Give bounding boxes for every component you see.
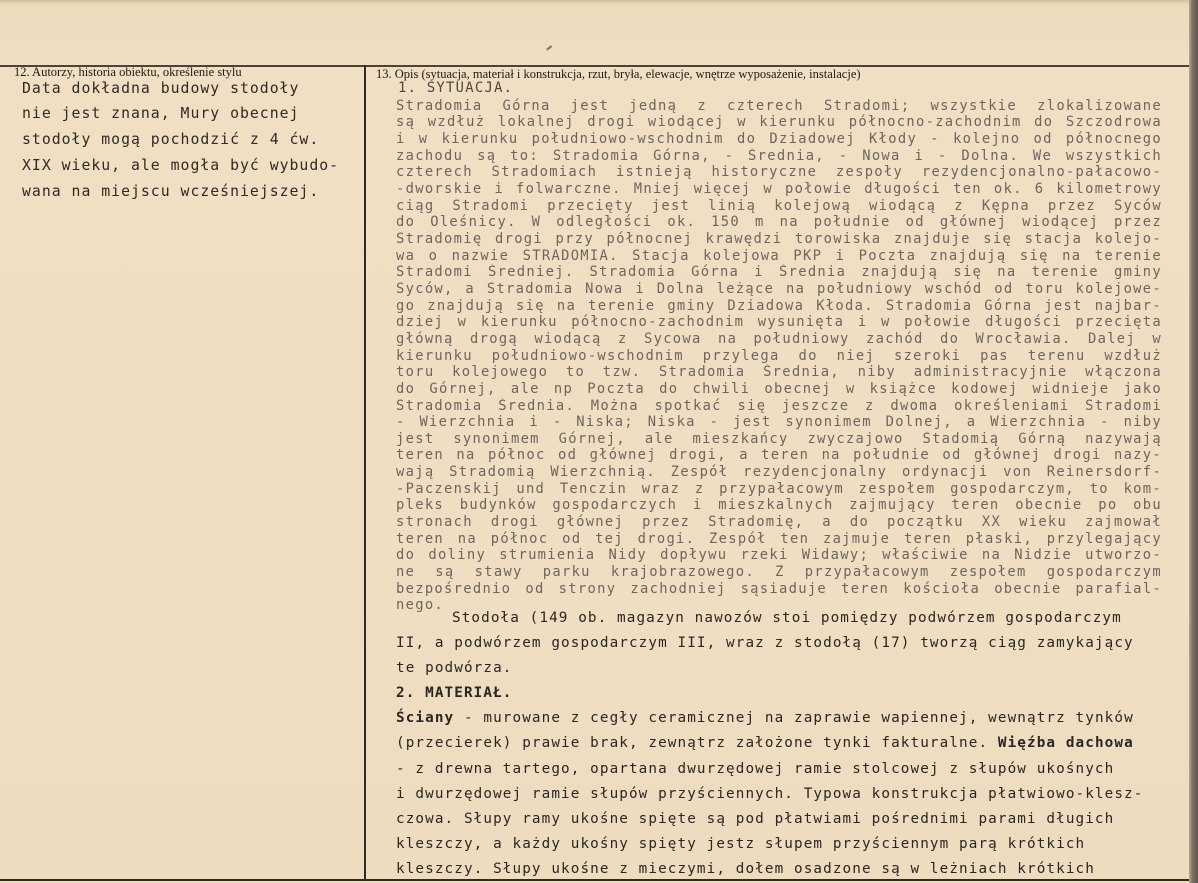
situation-text-line: Stradomi Średniej. Stradomia Górna i Średnia znajdują się na terenie gminy (396, 264, 1162, 281)
field-13-label: 13. Opis (sytuacja, materiał i konstrukcja, rzut, bryła, elewacje, wnętrze wyposażenie, instalacje) (376, 67, 861, 81)
situation-text-line: -dworskie i folwarczne. Mniej więcej w połowie długości ten ok. 6 kilometrowy (396, 180, 1162, 197)
material-text-line: kleszczy, a każdy ukośny spięty jestz słupem przyściennym parą krótkich (396, 835, 1086, 852)
history-text-line: wana na miejscu wcześniejszej. (22, 182, 320, 200)
situation-text-line: wają Stradomią Wierzchnią. Zespół rezydencjonalny ordynacji von Reinersdorf- (396, 464, 1162, 481)
situation-text-line: do Oleśnicy. W odległości ok. 150 m na południe od głównej wiodącej przez (396, 214, 1162, 231)
walls-term: Ściany (396, 710, 455, 727)
walls-description: - murowane z cegły ceramicznej na zaprawie wapiennej, wewnątrz tynków (454, 710, 1134, 727)
situation-text-line: teren na północ od tej drogi. Zespół ten zajmuje teren płaski, przylegający (396, 530, 1162, 547)
history-text (22, 76, 339, 205)
situation-text-line: bezpośrednio od strony zachodniej sąsiaduje teren kościoła obecnie parafial- (396, 580, 1162, 597)
barn-text-line: II, a podwórzem gospodarczym III, wraz z stodołą (17) tworzą ciąg zamykający (396, 635, 1134, 652)
situation-text-line: nego. (396, 597, 445, 614)
paper-mark (546, 45, 552, 50)
situation-text-line: do doliny strumienia Nidy dopływu rzeki Widawy; właściwie na Nidzie utworzo- (396, 547, 1162, 564)
history-text-line: Data dokładna budowy stodoły (22, 79, 300, 97)
situation-text-line: stronach drogi głównej przez Stradomię, a do początku XX wieku zajmował (396, 514, 1162, 531)
material-roof-line (396, 731, 1166, 756)
situation-text-line: Stradomia Średnia. Można spotkać się jeszcze z dwoma określeniami Stradomi (396, 397, 1162, 414)
history-text-line: stodoły mogą pochodzić z 4 ćw. (22, 131, 320, 148)
barn-paragraph (396, 606, 1166, 681)
material-text-line: kleszczy. Słupy ukośne z mieczymi, dołem osadzone są w leżniach krótkich (396, 860, 1095, 877)
situation-text-line: Syców, a Stradomia Nowa i Dolna leżące na południowy wschód od toru kolejowe- (396, 280, 1162, 297)
situation-text-line: go znajdują się na terenie gminy Dziadowa Kłoda. Stradomia Górna jest najbar- (396, 297, 1162, 314)
situation-text-line: ne są stawy parku krajobrazowego. Z przypałacowym zespołem gospodarczym (396, 564, 1162, 581)
situation-text-line: są wzdłuż lokalnej drogi wiodącej w kierunku północno-zachodnim do Szczodrowa (396, 114, 1162, 131)
barn-text-line: Stodoła (149 ob. magazyn nawozów stoi pomiędzy podwórzem gospodarczym (452, 610, 1122, 626)
material-walls-line (396, 706, 1166, 731)
column-divider (364, 65, 366, 881)
right-scan-edge (1189, 0, 1198, 883)
history-text-line: XIX wieku, ale mogła być wybudo- (22, 156, 340, 174)
history-text-line: nie jest znana, Mury obecnej (22, 105, 300, 123)
material-text-line: czowa. Słupy ramy ukośne spięte są pod płatwiami pośrednimi parami długich (396, 810, 1115, 827)
material-heading: 2. MATERIAŁ. (396, 685, 513, 702)
situation-text-line: zachodu są to: Stradomia Górna, - Średnia, - Nowa i - Dolna. We wszystkich (396, 147, 1162, 164)
plaster-description: (przecierek) prawie brak, zewnątrz założone tynki fakturalne. (396, 735, 998, 752)
situation-text-line: główną drogą wiodącą z Sycowa na południowy zachód do Wrocławia. Dalej w (396, 330, 1162, 347)
material-text-line: i dwurzędowej ramie słupów przyściennych. Typowa konstrukcja płatwiowo-klesz- (396, 785, 1144, 802)
situation-text-line: Stradomię drogi przy północnej krawędzi torowiska znajduje się stacja kolejo- (396, 230, 1162, 247)
situation-text-line: toru kolejowego to tzw. Stradomia Średnia, niby administracyjnie włączona (396, 364, 1162, 381)
situation-text (396, 98, 1162, 614)
top-scan-shadow (0, 0, 1189, 4)
barn-text-line: te podwórza. (396, 660, 513, 677)
situation-text-line: wa o nazwie STRADOMIA. Stacja kolejowa PKP i Poczta znajdują się na terenie (396, 247, 1162, 264)
field-12-label: 12. Autorzy, historia obiektu, określenie stylu (14, 65, 242, 79)
situation-text-line: do Górnej, ale np Poczta do chwili obecnej w książce kodowej widnieje jako (396, 380, 1162, 397)
situation-text-line: - Wierzchnia i - Niska; Niska - jest synonimem Dolnej, a Wierzchnia - niby (396, 414, 1162, 431)
situation-text-line: dziej w kierunku północno-zachodnim wysunięta i w połowie długości przecięta (396, 314, 1162, 331)
situation-text-line: -Paczenskij und Tenczin wraz z przypałacowym zespołem gospodarczym, to kom- (396, 480, 1162, 497)
situation-text-line: Stradomia Górna jest jedną z czterech Stradomi; wszystkie zlokalizowane (396, 97, 1162, 114)
situation-heading: 1. SYTUACJA. (398, 80, 514, 96)
situation-text-line: pleks budynków gospodarczych i mieszkalnych zajmujący teren obecnie po obu (396, 497, 1162, 514)
roof-term: Więźba dachowa (997, 735, 1134, 752)
material-text-line: - z drewna tartego, opartana dwurzędowej ramie stolcowej z słupów ukośnych (396, 760, 1115, 777)
description-continued (396, 606, 1166, 882)
situation-text-line: ciąg Stradomi przecięty jest linią kolejową wiodącą z Kępna przez Syców (396, 197, 1162, 214)
situation-text-line: i w kierunku południowo-wschodnim do Dziadowej Kłody - kolejno od północnego (396, 131, 1162, 147)
material-paragraph (396, 757, 1166, 882)
situation-text-line: teren na północ od głównej drogi, a teren na południe od głównej drogi nazy- (396, 447, 1162, 464)
situation-text-line: jest synonimem Górnej, ale mieszkańcy zwyczajowo Stadomią Górną nazywają (396, 430, 1162, 447)
situation-text-line: kierunku południowo-wschodnim przylega do niej szeroki pas terenu wzdłuż (396, 347, 1162, 364)
situation-text-line: czterech Stradomiach istnieją historyczne zespoły rezydencjonalno-pałacowo- (396, 164, 1162, 181)
